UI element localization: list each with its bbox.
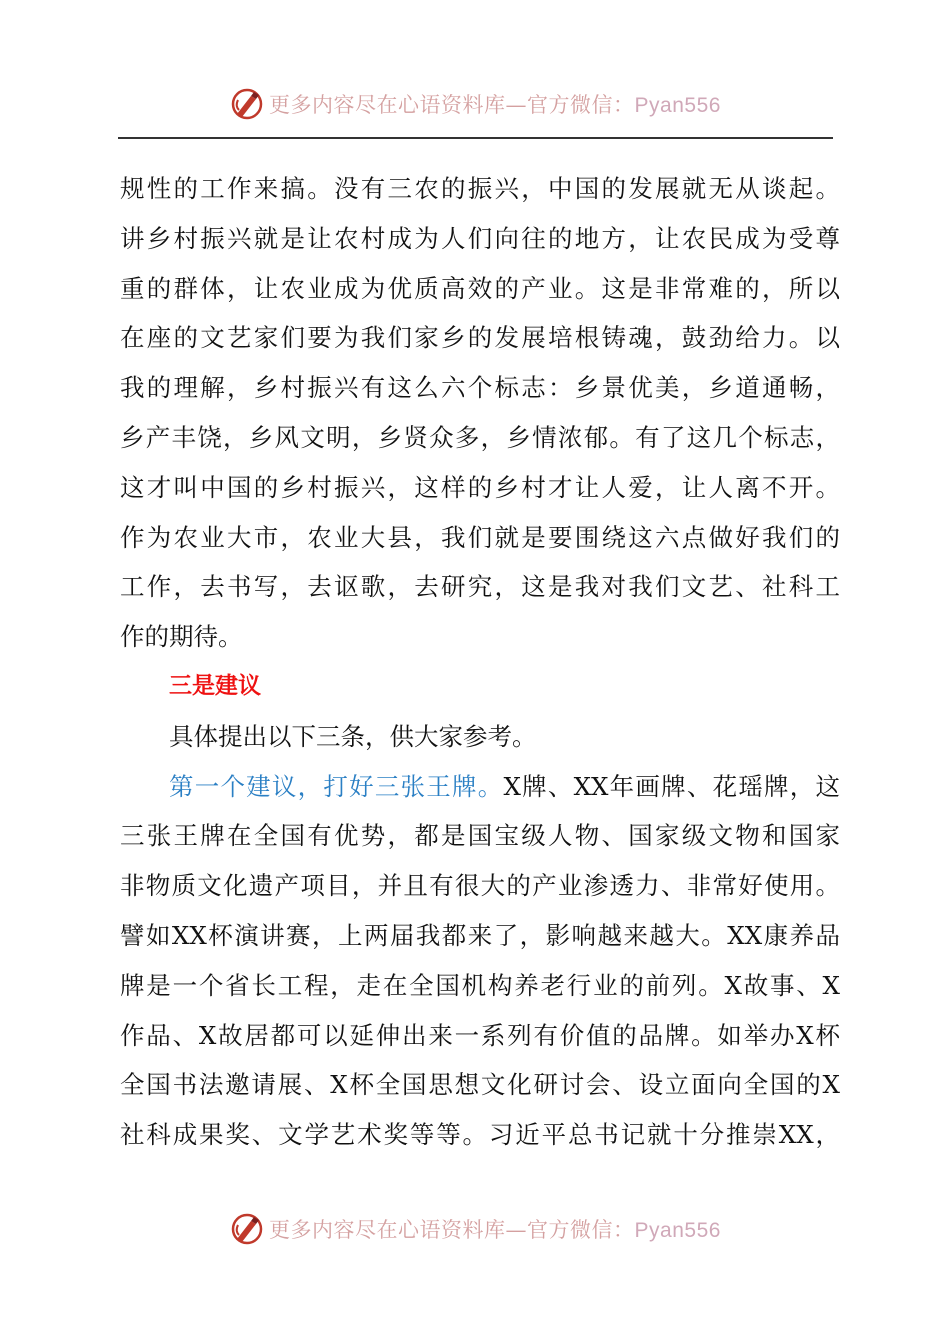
footer-wechat-id: Pyan556 [634, 1219, 721, 1242]
page-body [120, 164, 840, 1160]
body-line: 作的期待。 [120, 622, 243, 652]
body-line: 这才叫中国的乡村振兴，这样的乡村才让人爱，让人离不开。 [120, 472, 840, 502]
header-banner-text: 更多内容尽在心语资料库—官方微信：Pyan556 [269, 93, 721, 117]
header-banner [0, 84, 950, 124]
section-heading: 三是建议 [169, 672, 261, 699]
body-line: 乡产丰饶，乡风文明，乡贤众多，乡情浓郁。有了这几个标志， [120, 422, 840, 452]
body-line: 讲乡村振兴就是让农村成为人们向往的地方，让农民成为受尊 [120, 223, 840, 253]
body-line: 作品、X故居都可以延伸出来一系列有价值的品牌。如举办X杯 [120, 1020, 840, 1050]
body-line: 我的理解，乡村振兴有这么六个标志：乡景优美，乡道通畅， [120, 373, 840, 403]
suggestion-first-line [120, 762, 840, 812]
header-divider [118, 137, 833, 139]
body-line: 社科成果奖、文学艺术奖等等。习近平总书记就十分推崇XX， [120, 1120, 840, 1150]
body-line: 三张王牌在全国有优势，都是国宝级人物、国家级文物和国家 [120, 821, 840, 851]
header-wechat-id: Pyan556 [634, 94, 721, 117]
footer-banner [0, 1209, 950, 1249]
body-line: 规性的工作来搞。没有三农的振兴，中国的发展就无从谈起。 [120, 174, 840, 203]
pen-logo-icon [229, 1211, 265, 1247]
body-line: 譬如XX杯演讲赛，上两届我都来了，影响越来越大。XX康养品 [120, 920, 840, 950]
body-line: 重的群体，让农业成为优质高效的产业。这是非常难的，所以 [120, 273, 840, 303]
body-line: 在座的文艺家们要为我们家乡的发展培根铸魂，鼓劲给力。以 [120, 323, 840, 353]
suggestion-lead: 第一个建议，打好三张王牌。 [169, 771, 504, 801]
suggestion-first-line-rest: X牌、XX年画牌、花瑶牌，这 [503, 771, 841, 801]
footer-banner-text: 更多内容尽在心语资料库—官方微信：Pyan556 [269, 1218, 721, 1242]
body-line: 全国书法邀请展、X杯全国思想文化研讨会、设立面向全国的X [120, 1070, 840, 1100]
body-line: 工作，去书写，去讴歌，去研究，这是我对我们文艺、社科工 [120, 572, 840, 602]
body-line: 牌是一个省长工程，走在全国机构养老行业的前列。X故事、X [120, 970, 840, 1000]
body-line: 非物质文化遗产项目，并且有很大的产业渗透力、非常好使用。 [120, 871, 840, 901]
intro-line: 具体提出以下三条，供大家参考。 [169, 721, 537, 751]
body-line: 作为农业大市，农业大县，我们就是要围绕这六点做好我们的 [120, 522, 840, 552]
pen-logo-icon [229, 86, 265, 122]
